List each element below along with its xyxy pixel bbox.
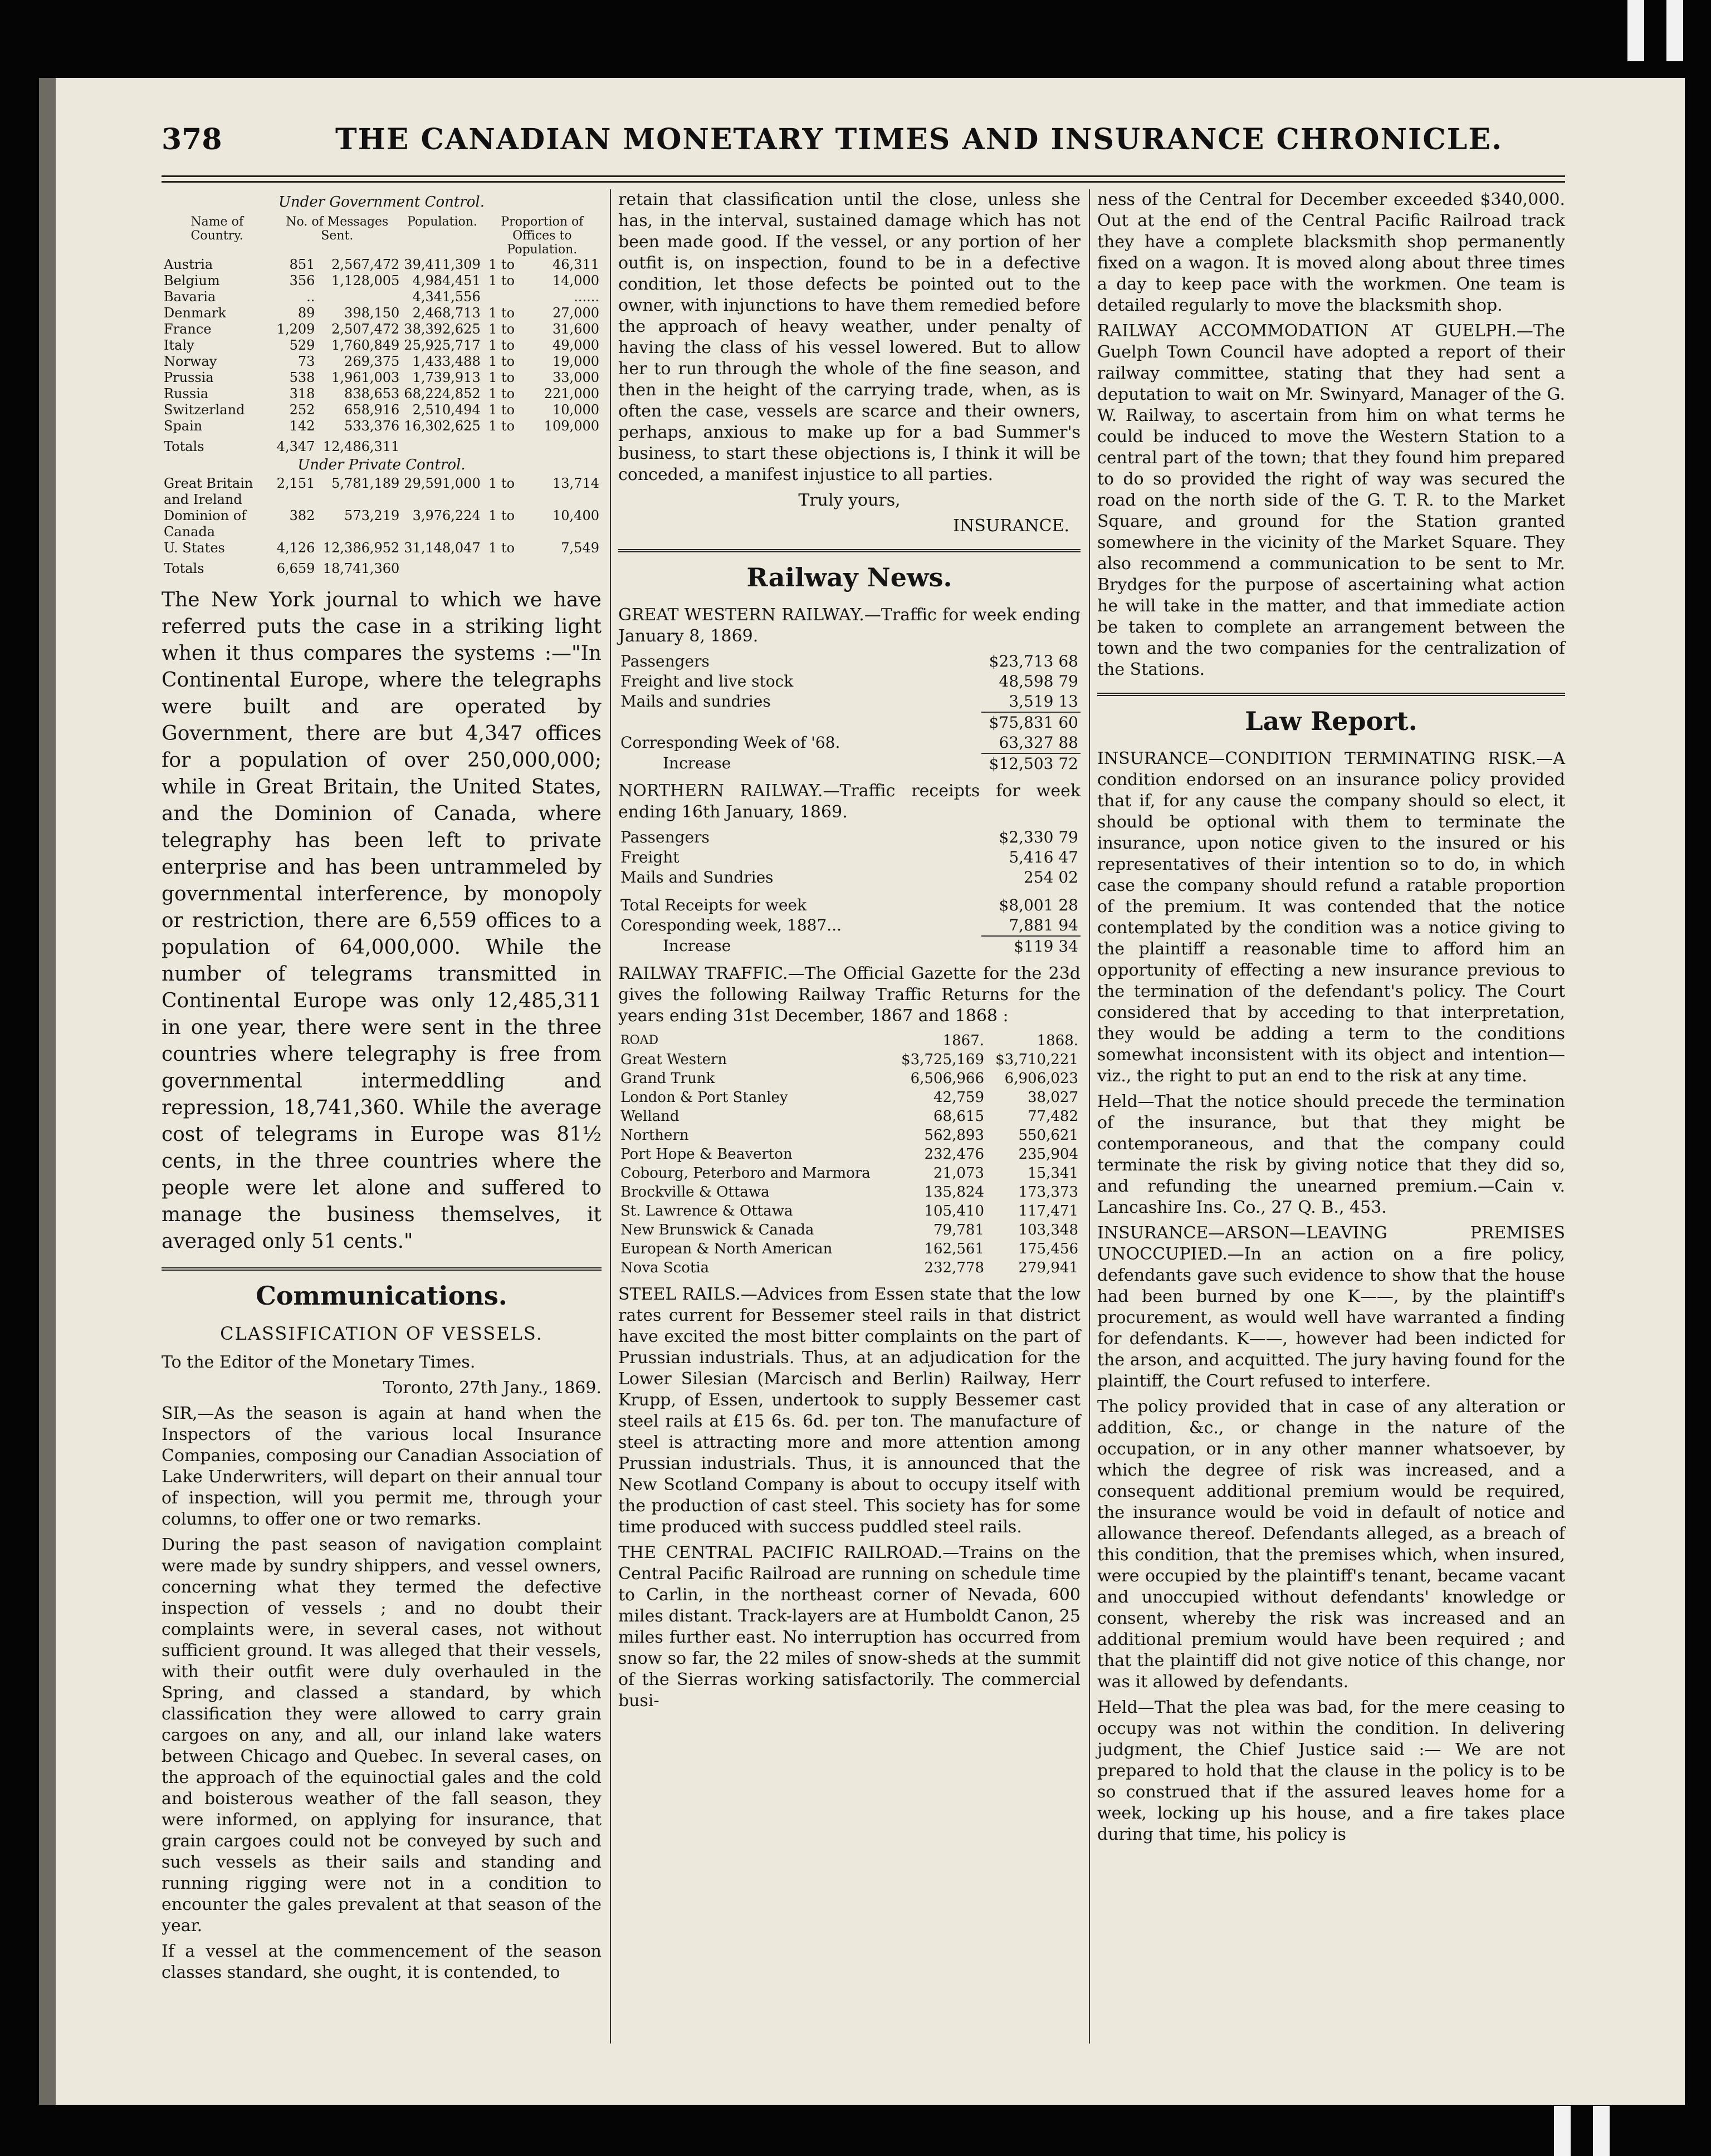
table-row xyxy=(162,540,602,556)
nr-total-value: $8,001 28 xyxy=(999,896,1078,914)
table-cell: 232,778 xyxy=(924,1260,984,1276)
table-row xyxy=(162,370,602,386)
law-case-condition-terminating-risk: INSURANCE—CONDITION TERMINATING RISK.—A condition endorsed on an insurance policy provided that if, for any cause the company should so elect, it should be optional with them to terminate the insurance, upon notice given to the insured or his representatives of their intention so to do, in which case the company should refund a ratable proportion of the premium. It was contended that the notice contemplated by the condition was a notice giving to the plaintiff a reasonable time to afford him an opportunity of effecting a new insurance previous to the termination of the defendant's policy. The Court considered that by acceding to that interpretation, they would be adding a term to the conditions somewhat inconsistent with its object and intention—viz., the right to put an end to the risk at any time. xyxy=(1097,749,1565,1086)
table-cell: U. States xyxy=(164,540,225,556)
table-cell: 538 xyxy=(289,370,315,385)
northern-intro: NORTHERN RAILWAY.—Traffic receipts for week ending 16th January, 1869. xyxy=(618,781,1081,822)
table-cell: 42,759 xyxy=(933,1089,984,1106)
table-cell: 1 to xyxy=(488,402,515,418)
table-cell: 1,739,913 xyxy=(412,370,481,385)
letter-addressee: To the Editor of the Monetary Times. xyxy=(162,1353,476,1372)
table-cell: 4,126 xyxy=(276,540,315,556)
table-cell: 3,976,224 xyxy=(412,508,481,523)
newspaper-page xyxy=(39,78,1685,2105)
table-cell: 16,302,625 xyxy=(404,418,481,434)
table-row xyxy=(618,672,1081,692)
table-cell: 1 to xyxy=(488,273,515,288)
totals-offices: 6,659 xyxy=(276,561,315,576)
table-cell: 2,468,713 xyxy=(412,305,481,321)
law-case-1-held: Held—That the notice should precede the termination of the insurance, but that they might be contemporaneous, and that the company could terminate the risk by giving notice that they did so, and refunding the unearned premium.—Cain v. Lancashire Ins. Co., 27 Q. B., 453. xyxy=(1097,1092,1565,1217)
table-row xyxy=(162,273,602,289)
table-cell: 117,471 xyxy=(1018,1203,1078,1219)
table-cell xyxy=(317,289,402,305)
table-cell: 269,375 xyxy=(344,354,400,369)
table-cell: 254 02 xyxy=(1024,868,1078,886)
table-cell: Dominion of Canada xyxy=(164,508,247,540)
table-cell: 529 xyxy=(289,337,315,353)
gw-corresponding-label: Corresponding Week of '68. xyxy=(620,733,840,752)
table-cell: 175,456 xyxy=(1018,1241,1078,1257)
table-cell: 73 xyxy=(297,354,315,369)
table-row xyxy=(618,847,1081,868)
table-row xyxy=(618,692,1081,712)
table-cell: 235,904 xyxy=(1018,1146,1078,1163)
table-cell: 5,781,189 xyxy=(331,476,400,491)
table-cell: 29,591,000 xyxy=(404,476,481,491)
table-cell: Passengers xyxy=(620,652,710,670)
col-header-proportion: Proportion of Offices to Population. xyxy=(501,215,584,257)
telegraph-article: The New York journal to which we have referred puts the case in a striking light when it thus compares the systems :—"In Continental Europe, where the telegraphs were built and are operated by Government, there are but 4,347 offices for a population of over 250,000,000; while in Great Britain, the United States, and the Dominion of Canada, where telegraphy has been left to private enterprise and has been untrammeled by governmental interference, by monopoly or restriction, there are 6,559 offices to a population of 64,000,000. While the number of telegrams transmitted in Continental Europe was only 12,485,311 in one year, there were sent in the three countries where telegraphy is free from governmental intermeddling and repression, 18,741,360. While the average cost of telegrams in Europe was 81½ cents, in the three countries where the people were let alone and suffered to manage the business themselves, it averaged only 51 cents." xyxy=(162,589,602,1253)
header-rule xyxy=(162,175,1565,177)
table-cell: European & North American xyxy=(620,1241,833,1257)
central-pacific-article: THE CENTRAL PACIFIC RAILROAD.—Trains on the Central Pacific Railroad are running on schedule time to Carlin, in the northeast corner of Nevada, 600 miles distant. Track-layers are at Humboldt Canon, 25 miles further east. No interruption has occurred from snow so far, the 22 miles of snow-sheds at the summit of the Sierras working satisfactorily. The commercial busi- xyxy=(618,1543,1081,1711)
table-cell: 3,519 13 xyxy=(1009,692,1078,710)
letter-continuation: retain that classification until the close, unless she has, in the interval, sustained damage which has not been made good. If the vessel, or any portion of her outfit is, on inspection, found to be in a defective condition, let those defects be pointed out to the owner, with injunctions to have them remedied before the approach of heavy weather, under penalty of having the class of his vessel lowered. But to allow her to run through the whole of the fine season, and then in the height of the carrying trade, when, as is often the case, vessels are scarce and their owners, perhaps, anxious to make up for a bad Summer's business, to start these objections is, I think it will be conceded, a manifest injustice to all parties. xyxy=(618,190,1081,484)
table-cell: 2,567,472 xyxy=(331,257,400,272)
table-cell: Russia xyxy=(164,386,209,401)
table-cell: 31,148,047 xyxy=(404,540,481,556)
steel-rails-article: STEEL RAILS.—Advices from Essen state that the low rates current for Bessemer steel rails in that district have excited the most bitter complaints on the part of Prussian industrials. Thus, at an adjudication for the Lower Silesian (Marcisch and Berlin) Railway, Herr Krupp, of Essen, undertook to supply Bessemer cast steel rails at £15 6s. 6d. per ton. The manufacture of steel is attracting more and more attention among Prussian industrials. Thus, it is announced that the New Scotland Company is about to occupy itself with the production of cast steel. This society has for some time produced with success puddled steel rails. xyxy=(618,1285,1081,1537)
nr-increase-value: $119 34 xyxy=(981,936,1081,957)
col-header-messages: No. of Messages Sent. xyxy=(286,215,389,243)
table-cell: 103,348 xyxy=(1018,1222,1078,1238)
table-cell xyxy=(483,289,517,305)
table-row xyxy=(162,418,602,434)
table-row xyxy=(618,1164,1081,1183)
table-cell: Nova Scotia xyxy=(620,1260,710,1276)
table-row xyxy=(162,476,602,508)
table-cell: Grand Trunk xyxy=(620,1070,715,1087)
table-cell: 33,000 xyxy=(553,370,599,385)
table-cell: Belgium xyxy=(164,273,220,288)
scan-registration-marks xyxy=(1572,0,1711,67)
table-cell: 4,984,451 xyxy=(412,273,481,288)
table-cell: 1 to xyxy=(488,305,515,321)
table-cell: $3,710,221 xyxy=(995,1051,1078,1068)
table-row xyxy=(162,257,602,273)
table-cell: 173,373 xyxy=(1018,1184,1078,1200)
government-rows xyxy=(162,257,602,434)
nr-corresponding-value: 7,881 94 xyxy=(1009,916,1078,934)
column-divider-1 xyxy=(610,189,611,2044)
col-header-country: Name of Country. xyxy=(190,215,243,243)
table-cell: Brockville & Ottawa xyxy=(620,1184,770,1200)
table-cell: 318 xyxy=(289,386,315,401)
header-rule-2 xyxy=(162,181,1565,183)
table-cell: ...... xyxy=(574,289,599,305)
gw-corresponding-value: 63,327 88 xyxy=(999,733,1078,752)
table-cell: 356 xyxy=(289,273,315,288)
table-cell: 1 to xyxy=(488,337,515,353)
table-cell: Freight and live stock xyxy=(620,672,794,690)
letter-paragraph-3: If a vessel at the commencement of the season classes standard, she ought, it is contended, to xyxy=(162,1942,602,1982)
table-cell: 6,906,023 xyxy=(1004,1070,1078,1087)
letter-signature: INSURANCE. xyxy=(953,516,1069,536)
table-cell: 19,000 xyxy=(553,354,599,369)
table-cell: 851 xyxy=(289,257,315,272)
table-row xyxy=(618,1183,1081,1202)
table-cell: 221,000 xyxy=(544,386,599,401)
law-case-2-held: Held—That the plea was bad, for the mere ceasing to occupy was not within the condition. In delivering judgment, the Chief Justice said :— We are not prepared to hold that the clause in the policy is to be so construed that if the assured leaves home for a week, locking up his house, and a fire takes place during that time, his policy is xyxy=(1097,1698,1565,1844)
table-row xyxy=(618,1221,1081,1239)
table-cell: 1 to xyxy=(488,370,515,385)
letter-date: Toronto, 27th Jany., 1869. xyxy=(383,1378,602,1398)
table-cell: 562,893 xyxy=(924,1127,984,1144)
table-cell: 77,482 xyxy=(1028,1108,1078,1125)
table-cell: 109,000 xyxy=(544,418,599,434)
table-cell: 2,507,472 xyxy=(331,321,400,337)
table-cell: Mails and sundries xyxy=(620,692,771,710)
letter-paragraph-2: During the past season of navigation complaint were made by sundry shippers, and vessel owners, concerning what they termed the defective inspection of vessels ; and no doubt their complaints were, in several cases, not without sufficient ground. It was alleged that their vessels, with their outfit were duly overhauled in the Spring, and classed a standard, by which classification they were allowed to carry grain cargoes on any, and all, our inland lake waters between Chicago and Quebec. In several cases, on the approach of the equinoctial gales and the cold and boisterous weather of the fall season, they were informed, on applying for insurance, that grain cargoes could not be conveyed by such and such vessels as their sails and standing and running rigging were not in a condition to encounter the gales prevalent at that season of the year. xyxy=(162,1535,602,1935)
table-cell: 10,400 xyxy=(553,508,599,523)
private-rows xyxy=(162,476,602,556)
nr-increase-label: Increase xyxy=(663,937,731,955)
table-cell: Freight xyxy=(620,848,679,866)
table-cell: 1,961,003 xyxy=(331,370,400,385)
table-row xyxy=(162,337,602,354)
telegraph-table xyxy=(162,215,602,577)
table-cell: 232,476 xyxy=(924,1146,984,1163)
table-cell: 1,433,488 xyxy=(412,354,481,369)
table-cell: 46,311 xyxy=(553,257,599,272)
table-cell: 14,000 xyxy=(553,273,599,288)
table-row xyxy=(618,1202,1081,1221)
table-cell: Passengers xyxy=(620,828,710,846)
table-cell: Mails and Sundries xyxy=(620,868,774,886)
table-cell: 1,128,005 xyxy=(331,273,400,288)
table-row xyxy=(162,402,602,418)
table-cell: 13,714 xyxy=(553,476,599,491)
scan-mark-bottom-right xyxy=(1593,2106,1610,2156)
table-cell: France xyxy=(164,321,212,337)
table-row xyxy=(162,508,602,540)
table-cell: 135,824 xyxy=(924,1184,984,1200)
table-row xyxy=(618,1107,1081,1126)
table-cell: Spain xyxy=(164,418,203,434)
table-cell: Great Britain and Ireland xyxy=(164,476,253,507)
private-totals xyxy=(162,556,602,577)
table-cell: 15,341 xyxy=(1028,1165,1078,1182)
table-cell: Switzerland xyxy=(164,402,245,418)
table-cell: 6,506,966 xyxy=(910,1070,984,1087)
table-cell: 550,621 xyxy=(1018,1127,1078,1144)
law-case-arson-policy: The policy provided that in case of any alteration or addition, &c., or change in the nature of the occupation, or in any other manner whatsoever, by which the degree of risk was increased, and a consequent additional premium would be required, the insurance would be void in default of notice and allowance thereof. Defendants alleged, as a breach of this condition, that the premises which, when insured, were occupied by the plaintiff's tenant, became vacant and unoccupied without defendants' knowledge or consent, whereby the risk was increased and an additional premium would have been required ; and that the plaintiff did not give notice of this change, nor was it allowed by defendants. xyxy=(1097,1397,1565,1692)
table-cell: 1 to xyxy=(488,354,515,369)
table-cell: 1 to xyxy=(488,386,515,401)
table-cell: Cobourg, Peterboro and Marmora xyxy=(620,1165,871,1182)
table-cell: 142 xyxy=(289,418,315,434)
table-cell: 38,027 xyxy=(1028,1089,1078,1106)
table-row xyxy=(618,1258,1081,1277)
table-cell: 1 to xyxy=(488,476,515,491)
table-cell: 21,073 xyxy=(933,1165,984,1182)
table-cell: 1 to xyxy=(488,540,515,556)
page-header xyxy=(162,111,1565,178)
table-row xyxy=(618,868,1081,888)
totals-label: Totals xyxy=(164,561,204,576)
letter-title: CLASSIFICATION OF VESSELS. xyxy=(220,1323,543,1344)
table-row xyxy=(618,1088,1081,1107)
table-caption-government: Under Government Control. xyxy=(278,194,485,210)
railway-returns-table xyxy=(618,1031,1081,1277)
col-header-population: Population. xyxy=(407,215,477,229)
table-cell: 398,150 xyxy=(344,305,400,321)
table-cell: Bavaria xyxy=(164,289,216,305)
table-row xyxy=(618,827,1081,847)
totals-offices: 4,347 xyxy=(276,439,315,454)
nr-corresponding-label: Coresponding week, 1887... xyxy=(620,916,842,934)
table-cell: 38,392,625 xyxy=(404,321,481,337)
totals-messages: 12,486,311 xyxy=(322,439,400,454)
table-cell: 27,000 xyxy=(553,305,599,321)
northern-traffic-table xyxy=(618,827,1081,957)
page-title: THE CANADIAN MONETARY TIMES AND INSURANCE CHRONICLE. xyxy=(335,122,1503,156)
table-cell: 79,781 xyxy=(933,1222,984,1238)
table-cell: Norway xyxy=(164,354,217,369)
table-cell: 1 to xyxy=(488,418,515,434)
table-cell: 2,151 xyxy=(276,476,315,491)
table-cell: 48,598 79 xyxy=(999,672,1078,690)
table-cell: $23,713 68 xyxy=(989,652,1078,670)
gw-total: $75,831 60 xyxy=(981,712,1081,733)
table-cell: 2,510,494 xyxy=(412,402,481,418)
great-western-traffic-table xyxy=(618,651,1081,774)
table-cell: .. xyxy=(306,289,315,305)
scan-mark-bottom-left xyxy=(1554,2106,1571,2156)
table-row xyxy=(162,289,602,305)
nr-total-label: Total Receipts for week xyxy=(620,896,807,914)
table-row xyxy=(162,354,602,370)
gw-increase-value: $12,503 72 xyxy=(981,753,1081,774)
table-cell: 105,410 xyxy=(924,1203,984,1219)
table-cell: 31,600 xyxy=(553,321,599,337)
government-totals xyxy=(162,434,602,476)
table-cell: Great Western xyxy=(620,1051,727,1068)
column-divider-2 xyxy=(1089,189,1090,2044)
table-cell: 10,000 xyxy=(553,402,599,418)
table-row xyxy=(618,1239,1081,1258)
table-cell: 4,341,556 xyxy=(412,289,481,305)
table-cell: 68,615 xyxy=(933,1108,984,1125)
table-cell: 252 xyxy=(289,402,315,418)
table-cell: $2,330 79 xyxy=(999,828,1078,846)
letter-paragraph-1: SIR,—As the season is again at hand when the Inspectors of the various local Insurance Companies, composing our Canadian Association of Lake Underwriters, will depart on their annual tour of inspection, will you permit me, through your columns, to offer one or two remarks. xyxy=(162,1404,602,1529)
table-cell: St. Lawrence & Ottawa xyxy=(620,1203,793,1219)
totals-messages: 18,741,360 xyxy=(322,561,400,576)
section-title-railway-news: Railway News. xyxy=(618,549,1081,592)
table-cell: Italy xyxy=(164,337,194,353)
table-cell: Port Hope & Beaverton xyxy=(620,1146,793,1163)
table-row xyxy=(162,386,602,402)
railway-traffic-intro: RAILWAY TRAFFIC.—The Official Gazette for the 23d gives the following Railway Traffic Returns for the years ending 31st December, 1867 and 1868 : xyxy=(618,964,1081,1026)
table-cell: Northern xyxy=(620,1127,689,1144)
table-cell: $3,725,169 xyxy=(901,1051,984,1068)
gw-increase-label: Increase xyxy=(663,754,731,772)
table-row xyxy=(618,1145,1081,1164)
table-cell: 382 xyxy=(289,508,315,523)
table-cell: 573,219 xyxy=(344,508,400,523)
table-cell: 162,561 xyxy=(924,1241,984,1257)
table-caption-private: Under Private Control. xyxy=(297,457,466,473)
table-row xyxy=(618,1050,1081,1069)
table-cell: 89 xyxy=(297,305,315,321)
column-2 xyxy=(618,189,1081,1716)
table-row xyxy=(618,651,1081,672)
table-cell: Denmark xyxy=(164,305,226,321)
table-row xyxy=(162,321,602,337)
letter-closing: Truly yours, xyxy=(798,491,901,510)
column-1 xyxy=(162,189,602,1988)
table-cell: London & Port Stanley xyxy=(620,1089,788,1106)
page-number: 378 xyxy=(162,122,222,156)
guelph-accommodation-article: RAILWAY ACCOMMODATION AT GUELPH.—The Guelph Town Council have adopted a report of their railway committee, stating that they had sent a deputation to wait on Mr. Swinyard, Manager of the G. W. Railway, to ascertain from him on what terms he could be induced to move the Western Station to a central part of the town; that they found him prepared to do so provided the right of way was secured the road on the north side of the G. T. R. to the Market Square, and ground for the Station granted somewhere in the vicinity of the Market Square. They also recommend a communication to be sent to Mr. Brydges for the purpose of ascertaining what action he will take in the matter, and that immediate action be taken to complete an arrangement between the town and the two companies for the centralization of the Stations. xyxy=(1097,321,1565,679)
table-cell: 7,549 xyxy=(561,540,599,556)
table-cell: 5,416 47 xyxy=(1009,848,1078,866)
returns-header-1867: 1867. xyxy=(942,1032,984,1049)
table-row xyxy=(618,1069,1081,1088)
column-3 xyxy=(1097,189,1565,1850)
section-title-law-report: Law Report. xyxy=(1097,693,1565,736)
table-cell: 533,376 xyxy=(344,418,400,434)
table-cell: 1,209 xyxy=(276,321,315,337)
returns-header-1868: 1868. xyxy=(1037,1032,1078,1049)
law-case-arson: INSURANCE—ARSON—LEAVING PREMISES UNOCCUPIED.—In an action on a fire policy, defendants gave such evidence to show that the house had been burned by one K——, by the plaintiff's procurement, as would well have warranted a finding for defendants. K——, however had been indicted for the arson, and acquitted. The jury having found for the plaintiff, the Court refused to interfere. xyxy=(1097,1223,1565,1391)
table-cell: 279,941 xyxy=(1018,1260,1078,1276)
table-row xyxy=(618,1126,1081,1145)
table-cell: 838,653 xyxy=(344,386,400,401)
table-cell: 1 to xyxy=(488,257,515,272)
table-cell: 1 to xyxy=(488,321,515,337)
table-cell: Welland xyxy=(620,1108,679,1125)
section-title-communications: Communications. xyxy=(162,1267,602,1311)
returns-header-road: ROAD xyxy=(620,1033,659,1047)
totals-label: Totals xyxy=(164,439,204,454)
table-cell: 39,411,309 xyxy=(404,257,481,272)
table-cell: Prussia xyxy=(164,370,214,385)
table-cell: 1,760,849 xyxy=(331,337,400,353)
table-cell: Austria xyxy=(164,257,213,272)
table-cell: 68,224,852 xyxy=(404,386,481,401)
great-western-intro: GREAT WESTERN RAILWAY.—Traffic for week ending January 8, 1869. xyxy=(618,605,1081,646)
table-row xyxy=(162,305,602,321)
table-cell: 1 to xyxy=(488,508,515,523)
table-cell: New Brunswick & Canada xyxy=(620,1222,814,1238)
table-cell: 12,386,952 xyxy=(322,540,400,556)
table-cell: 49,000 xyxy=(553,337,599,353)
central-pacific-continuation: ness of the Central for December exceeded $340,000. Out at the end of the Central Pacific Railroad track they have a complete blacksmith shop permanently fixed on a wagon. It is moved along about three times a day to keep pace with the workmen. One team is detailed regularly to move the blacksmith shop. xyxy=(1097,190,1565,315)
table-cell: 658,916 xyxy=(344,402,400,418)
table-cell: 25,925,717 xyxy=(404,337,481,353)
